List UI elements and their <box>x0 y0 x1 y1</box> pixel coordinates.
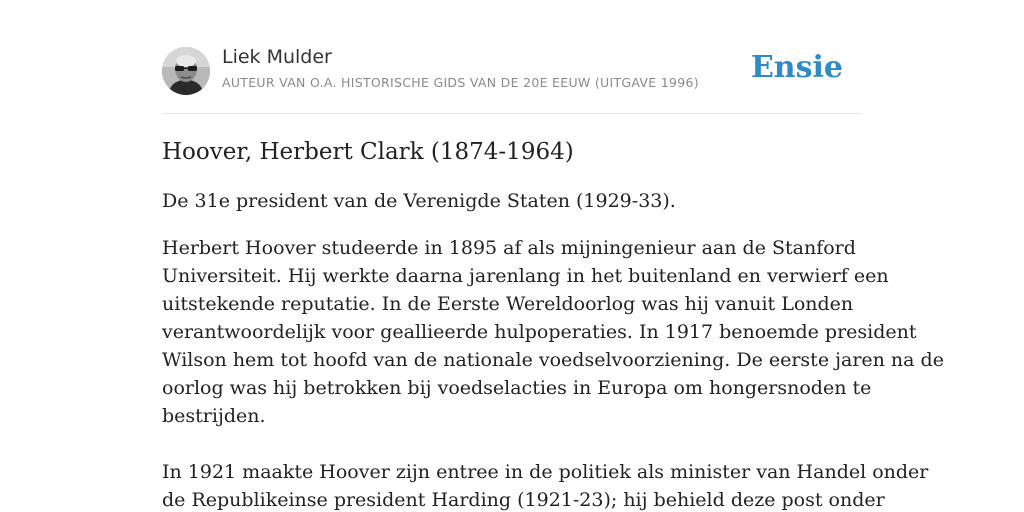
author-description: AUTEUR VAN O.A. HISTORISCHE GIDS VAN DE 20E EEUW (UITGAVE 1996) <box>222 75 699 90</box>
ensie-logo[interactable]: Ensie <box>750 50 843 85</box>
body-line: In 1921 maakte Hoover zijn entree in de politiek als minister van Handel onder <box>162 461 929 483</box>
body-line: oorlog was hij betrokken bij voedselacties in Europa om hongersnoden te <box>162 377 872 399</box>
paragraph-gap <box>162 430 872 458</box>
body-line: Universiteit. Hij werkte daarna jarenlang in het buitenland en verwierf een <box>162 265 889 287</box>
author-photo-icon <box>162 47 210 95</box>
author-header <box>162 46 862 96</box>
article-body <box>162 234 944 512</box>
body-line: Wilson hem tot hoofd van de nationale voedselvoorziening. De eerste jaren na de <box>162 349 944 371</box>
author-name[interactable]: Liek Mulder <box>222 46 332 68</box>
body-line: uitstekende reputatie. In de Eerste Wereldoorlog was hij vanuit Londen <box>162 293 854 315</box>
header-divider <box>162 113 862 114</box>
article <box>162 136 944 512</box>
article-lead: De 31e president van de Verenigde Staten (1929-33). <box>162 190 676 212</box>
body-line: Herbert Hoover studeerde in 1895 af als mijningenieur aan de Stanford <box>162 237 856 259</box>
author-avatar[interactable] <box>162 47 210 95</box>
article-title: Hoover, Herbert Clark (1874-1964) <box>162 139 574 165</box>
body-line: verantwoordelijk voor geallieerde hulpoperaties. In 1917 benoemde president <box>162 321 917 343</box>
body-line: de Republikeinse president Harding (1921-23); hij behield deze post onder <box>162 489 885 511</box>
body-line: bestrijden. <box>162 405 266 427</box>
